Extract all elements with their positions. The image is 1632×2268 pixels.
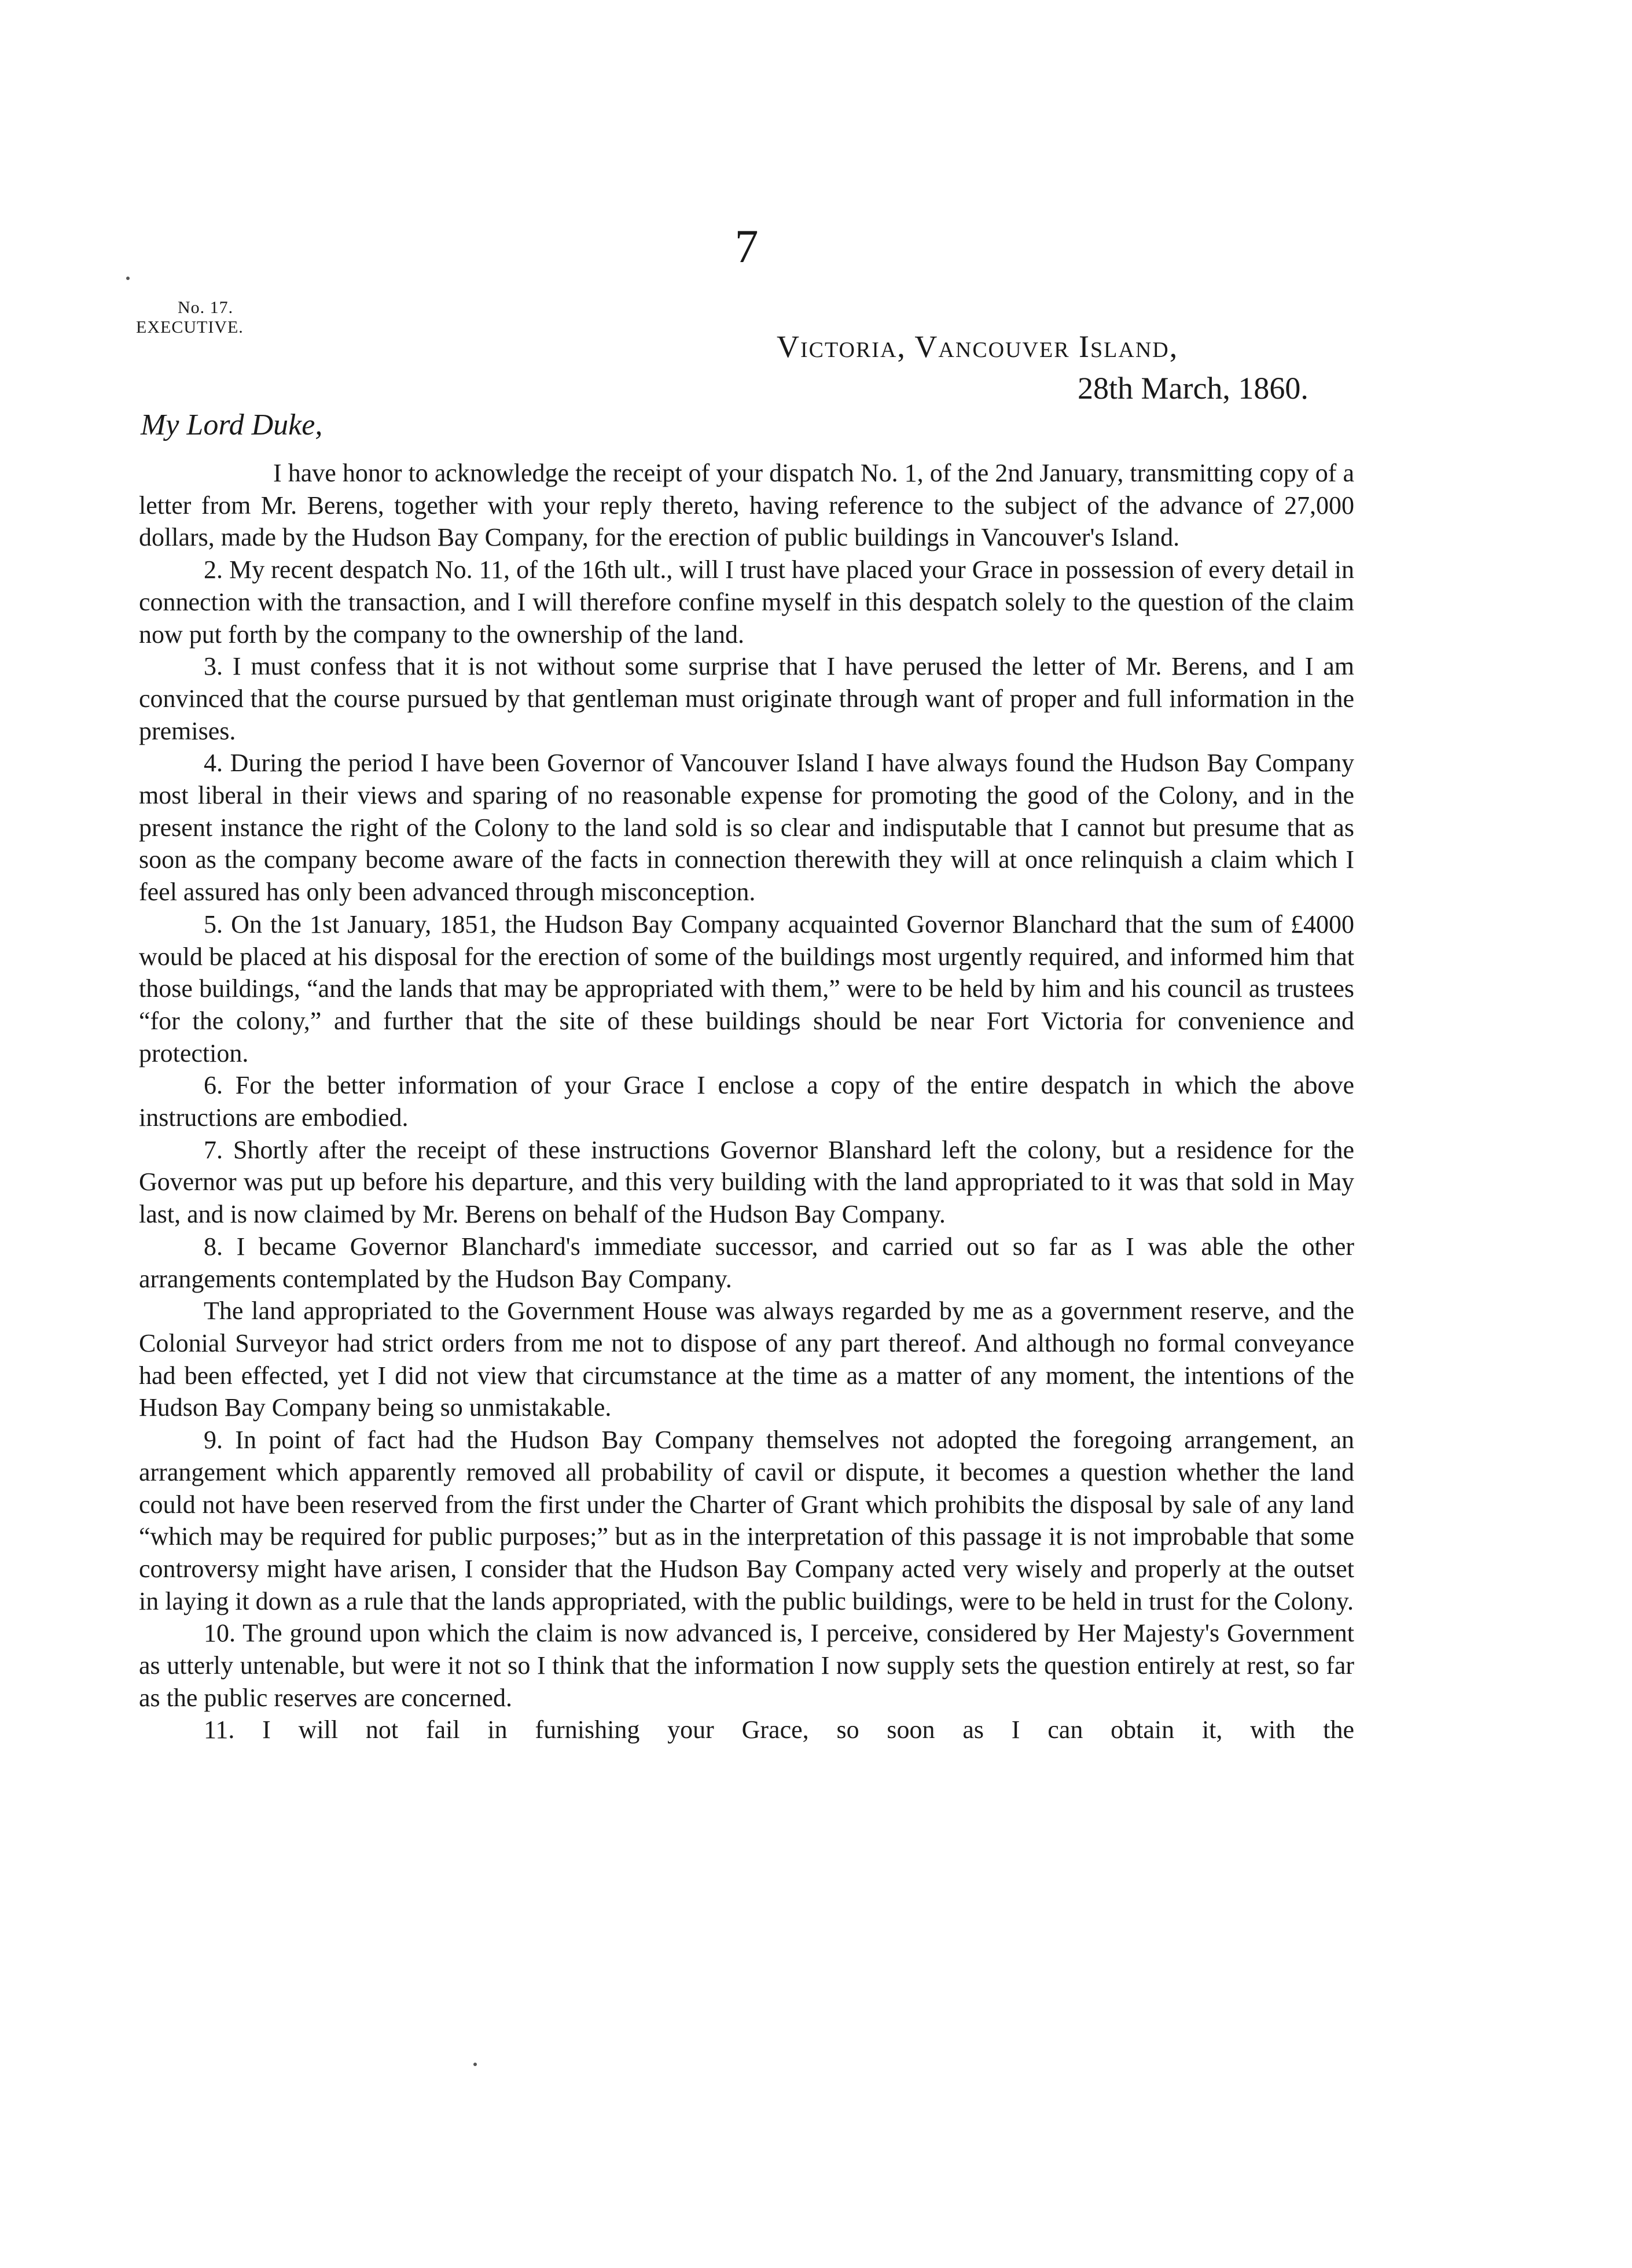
paragraph-7: 7. Shortly after the receipt of these instructions Governor Blanshard left the colony, but a residence for the Governor was put up before his departure, and this very building with the land appropriated to it was that sold in May last, and is now claimed by Mr. Berens on behalf of the Hudson Bay Company. [139,1135,1354,1229]
paragraph-5: 5. On the 1st January, 1851, the Hudson Bay Company acquainted Governor Blanchard that the sum of £4000 would be placed at his disposal for the erection of some of the buildings most urgently required, and informed him that those buildings, “and the lands that may be appropriated with them,” were to be held by him and his council as trustees “for the colony,” and further that the site of these buildings should be near Fort Victoria for convenience and protection. [139,910,1354,1067]
letter-place: Victoria, Vancouver Island, [777,329,1179,364]
dispatch-number: No. 17. [178,298,234,317]
paper-speck [126,277,130,280]
paragraph-8: 8. I became Governor Blanchard's immediate successor, and carried out so far as I was able the other arrangements contemplated by the Hudson Bay Company. [139,1232,1354,1293]
paragraph-11: 11. I will not fail in furnishing your Grace, so soon as I can obtain it, with the [204,1715,1354,1744]
paper-speck [473,2063,477,2066]
paragraph-10: 10. The ground upon which the claim is now advanced is, I perceive, considered by Her Majesty's Government as utterly untenable, but were it not so I think that the information I now supply sets the question entirely at rest, so far as the public reserves are concerned. [139,1619,1354,1712]
paragraph-9: 9. In point of fact had the Hudson Bay Company themselves not adopted the foregoing arrangement, an arrangement which apparently removed all probability of cavil or dispute, it becomes a question whether the land could not have been reserved from the first under the Charter of Grant which prohibits the disposal by sale of any land “which may be required for public purposes;” but as in the interpretation of this passage it is not improbable that some controversy might have arisen, I consider that the Hudson Bay Company acted very wisely and properly at the outset in laying it down as a rule that the lands appropriated, with the public buildings, were to be held in trust for the Colony. [139,1426,1354,1615]
salutation: My Lord Duke, [141,408,323,441]
page-number: 7 [734,220,759,273]
paragraph-6: 6. For the better information of your Grace I enclose a copy of the entire despatch in which the above instructions are embodied. [139,1071,1354,1132]
paragraph-3: 3. I must confess that it is not without some surprise that I have perused the letter of Mr. Berens, and I am convinced that the course pursued by that gentleman must originate through want of proper and full information in the premises. [139,652,1354,745]
letter-date: 28th March, 1860. [1078,371,1308,406]
paragraph-4: 4. During the period I have been Governor of Vancouver Island I have always found the Hudson Bay Company most liberal in their views and sparing of no reasonable expense for promoting the good of the Colony, and in the present instance the right of the Colony to the land sold is so clear and indisputable that I cannot but presume that as soon as the company become aware of the facts in connection therewith they will at once relinquish a claim which I feel assured has only been advanced through misconception. [139,749,1354,907]
letter-body [139,457,1354,1746]
dispatch-category: EXECUTIVE. [136,318,244,337]
paragraph-8-continued: The land appropriated to the Government House was always regarded by me as a government reserve, and the Colonial Surveyor had strict orders from me not to dispose of any part thereof. And although no formal conveyance had been effected, yet I did not view that circumstance at the time as a matter of any moment, the intentions of the Hudson Bay Company being so unmistakable. [139,1297,1354,1422]
paragraph-2: 2. My recent despatch No. 11, of the 16th ult., will I trust have placed your Grace in possession of every detail in connection with the transaction, and I will therefore confine myself in this despatch solely to the question of the claim now put forth by the company to the ownership of the land. [139,555,1354,649]
dispatch-reference [136,298,244,337]
paragraph-1: I have honor to acknowledge the receipt of your dispatch No. 1, of the 2nd January, transmitting copy of a letter from Mr. Berens, together with your reply thereto, having reference to the subject of the advance of 27,000 dollars, made by the Hudson Bay Company, for the erection of public buildings in Vancouver's Island. [139,459,1354,552]
